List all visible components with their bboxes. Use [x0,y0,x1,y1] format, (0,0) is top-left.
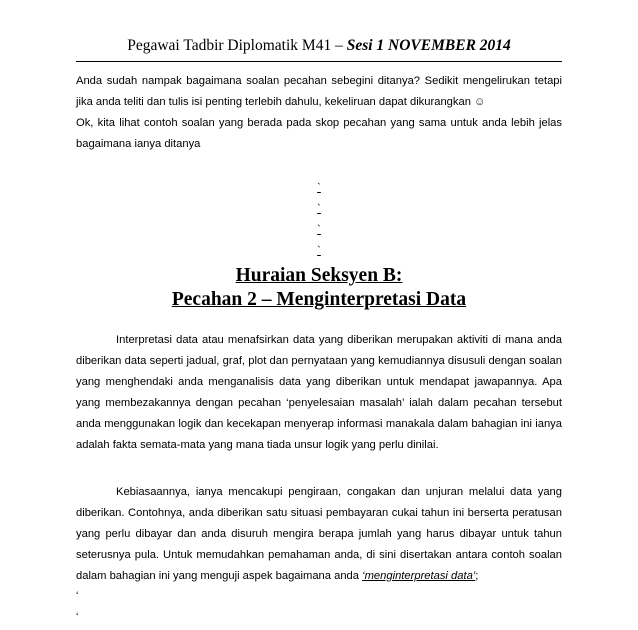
body-paragraph-1 [76,330,562,456]
trailing-mark: ‘ [76,611,79,623]
trailing-mark: ‘ [76,590,79,602]
tick-mark: ` [317,245,321,257]
intro-paragraph-2: Ok, kita lihat contoh soalan yang berada pada skop pecahan yang sama untuk anda lebih jelas bagaimana ianya ditanya [76,117,562,150]
paragraph-end-mark: ; [475,570,479,582]
header-divider [76,61,562,62]
body-paragraph-1-text: Interpretasi data atau menafsirkan data yang diberikan merupakan aktiviti di mana anda diberikan data seperti jadual, graf, plot dan pernyataan yang kemudiannya disusuli dengan soalan yang menghendaki anda menganalisis data yang diberikan untuk mendapat jawapannya. Apa yang membezakannya dengan pecahan ‘penyelesaian masalah’ ialah dalam pecahan tersebut anda menggunakan logik dan kecekapan menyerap informasi manakala dalam bahagian ini ianya adalah fakta semata-mata yang mana tiada unsur logik yang perlu dinilai. [76,334,562,451]
tick-mark: ` [317,203,321,215]
tick-mark: ` [317,182,321,194]
header-title: Pegawai Tadbir Diplomatik M41 – [127,37,343,54]
section-subheading: Pecahan 2 – Menginterpretasi Data [171,289,467,310]
body-paragraph-2 [76,482,562,587]
header-session: Sesi 1 NOVEMBER 2014 [346,37,511,54]
tick-marks [312,183,326,267]
highlighted-term: ‘menginterpretasi data’ [362,570,476,582]
page-header [76,36,562,56]
body-paragraph-2-text: Kebiasaannya, ianya mencakupi pengiraan, congakan dan unjuran melalui data yang diberikan. Contohnya, anda diberikan satu situasi pembayaran cukai tahun ini berserta peratusan yang perlu dibayar dan anda disuruh mengira berapa jumlah yang harus dibayar untuk tahun seterusnya pula. Untuk memudahkan pemahaman anda, di sini disertakan antara contoh soalan dalam bahagian ini yang menguji aspek bagaimana anda [76,486,562,582]
intro-paragraph-1: Anda sudah nampak bagaimana soalan pecahan sebegini ditanya? Sedikit mengelirukan tetapi jika anda teliti dan tulis isi penting terlebih dahulu, kekeliruan dapat dikurangkan ☺ [76,75,562,108]
tick-mark: ` [317,224,321,236]
section-heading: Huraian Seksyen B: [235,265,403,286]
